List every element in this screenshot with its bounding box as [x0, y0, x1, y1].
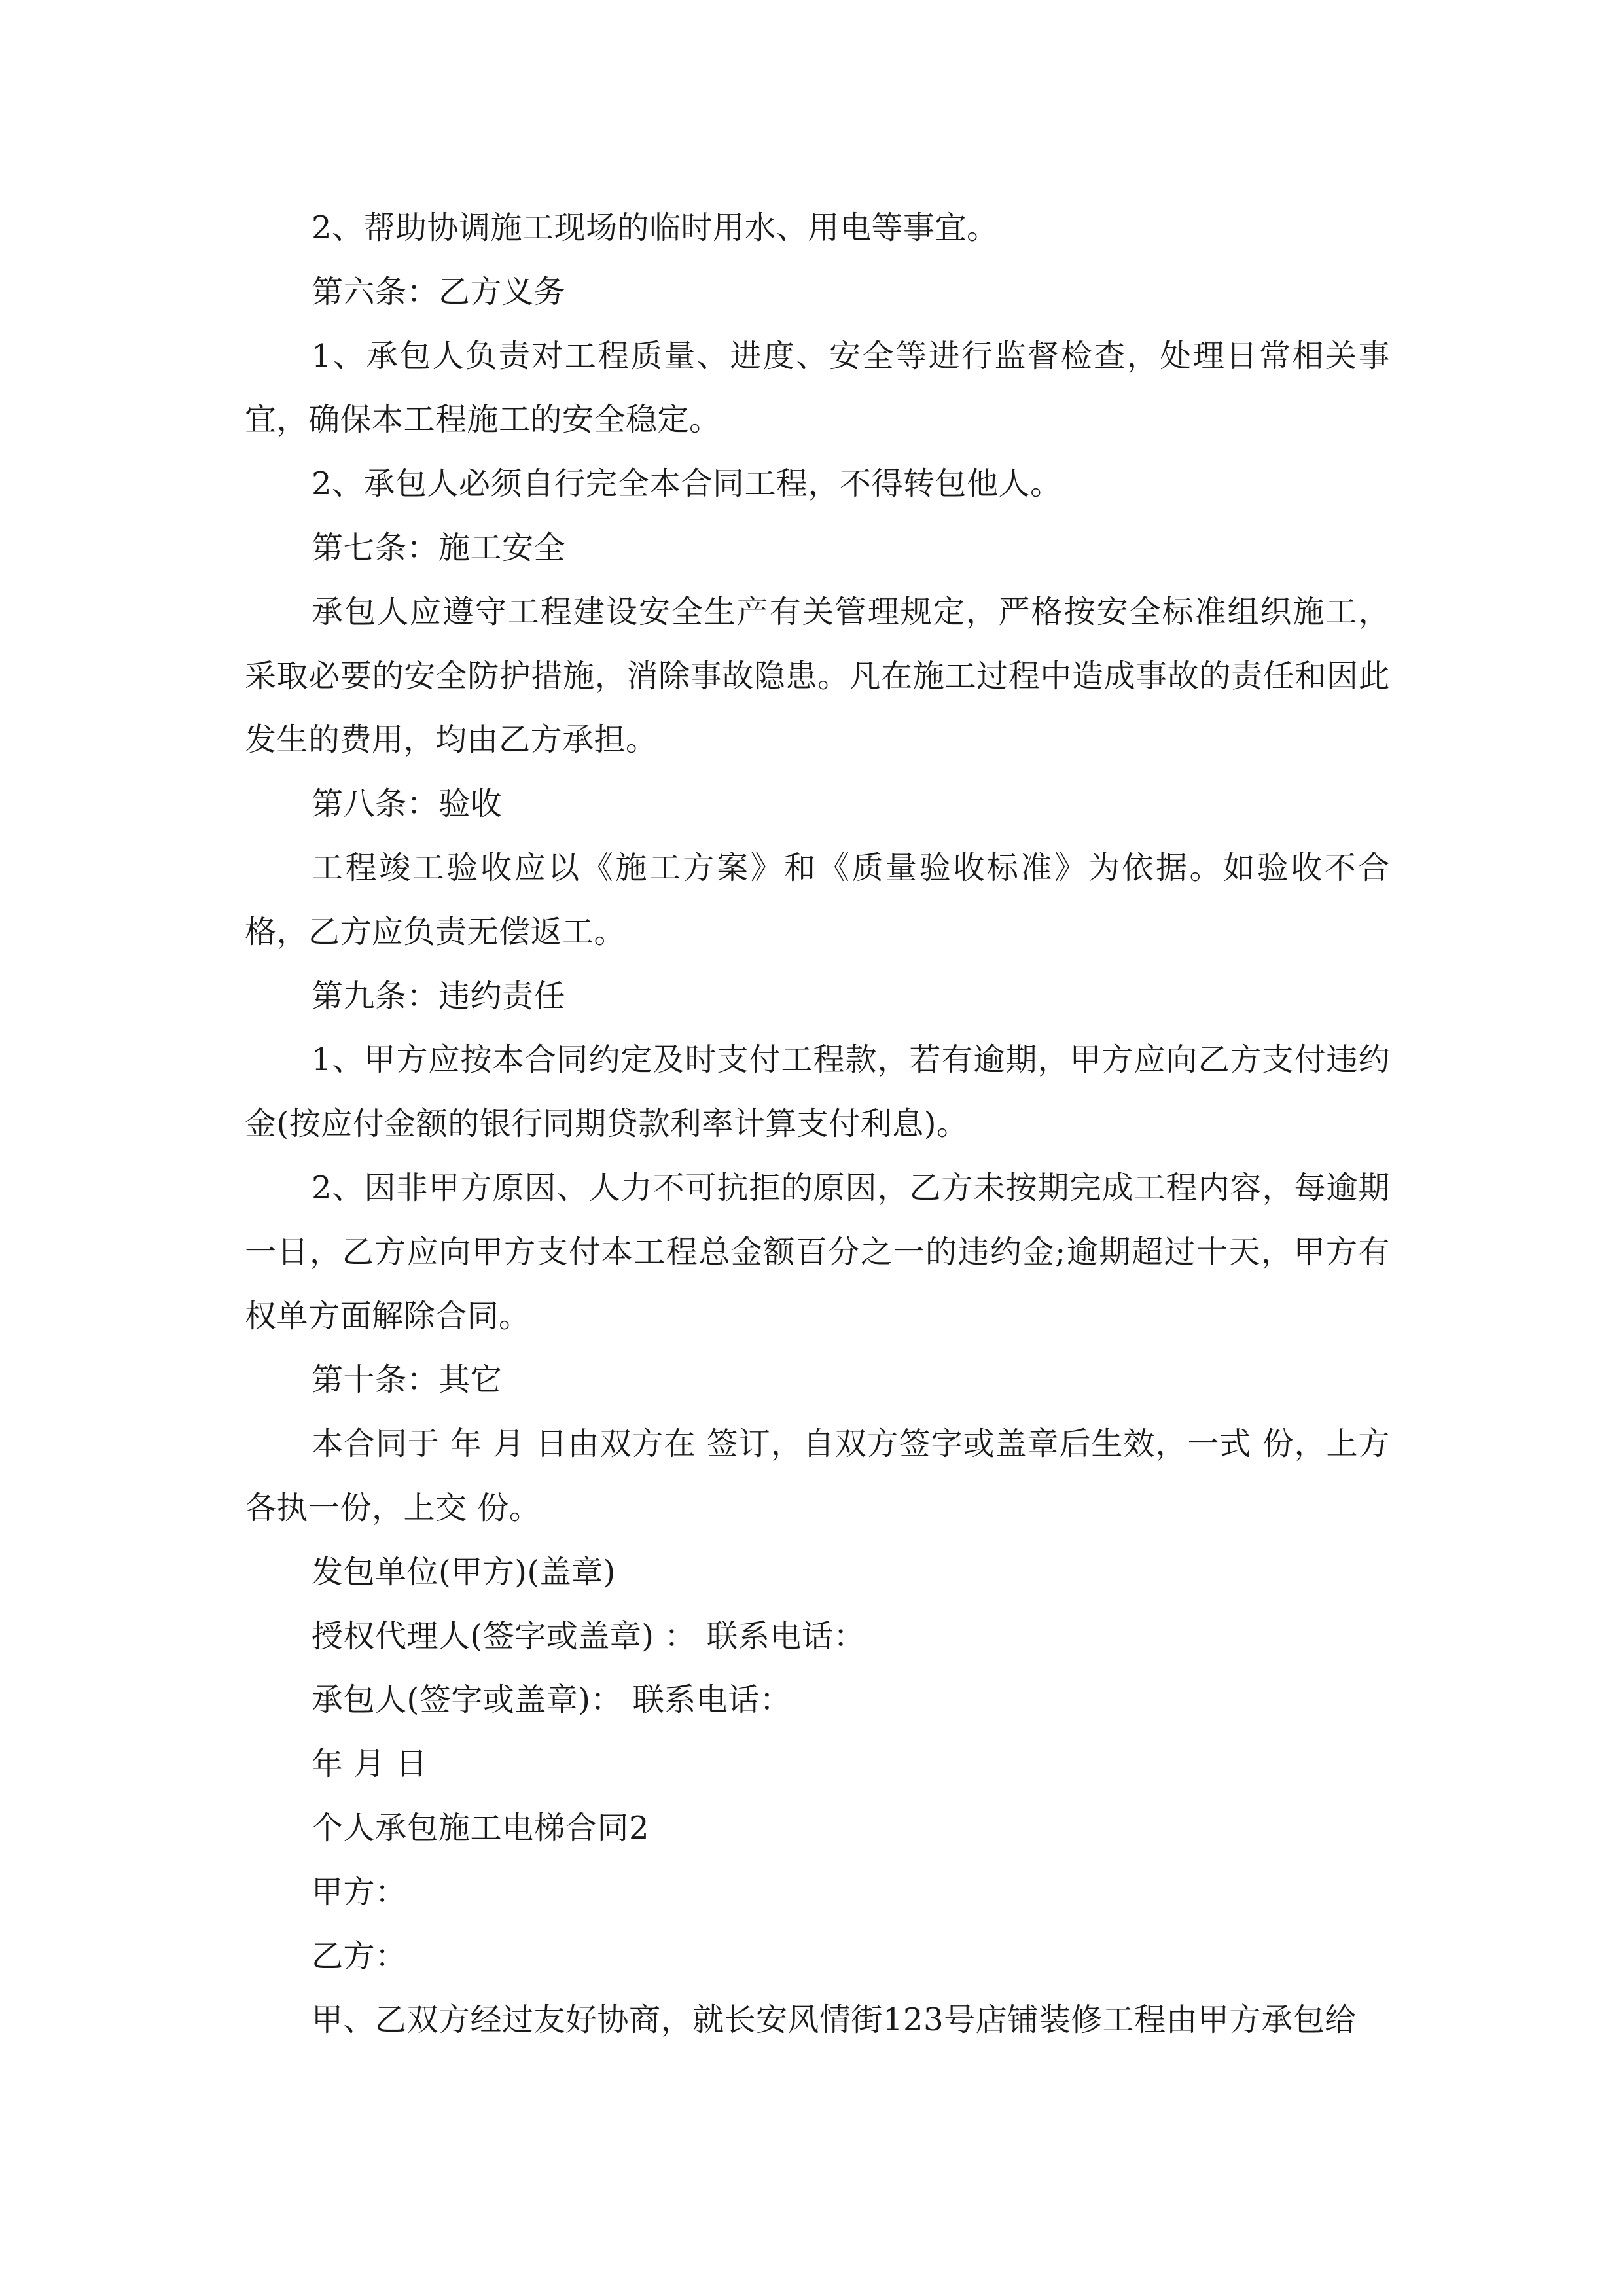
- contract-2-title: 个人承包施工电梯合同2: [312, 1809, 650, 1846]
- clause-acceptance-body: 工程竣工验收应以《施工方案》和《质量验收标准》为依据。如验收不合格，乙方应负责无偿返工。: [245, 849, 1390, 950]
- clause-item-party-a-payment: 1、甲方应按本合同约定及时支付工程款，若有逾期，甲方应向乙方支付违约金(按应付金额的银行同期贷款利率计算支付利息)。: [245, 1041, 1390, 1143]
- clause-item-utilities: 2、帮助协调施工现场的临时用水、用电等事宜。: [312, 209, 999, 246]
- article-9-heading: 第九条：违约责任: [312, 977, 566, 1014]
- article-10-heading: 第十条：其它: [312, 1361, 503, 1399]
- clause-safety-body: 承包人应遵守工程建设安全生产有关管理规定，严格按安全标准组织施工，采取必要的安全防护措施，消除事故隐患。凡在施工过程中造成事故的责任和因此发生的费用，均由乙方承担。: [245, 593, 1390, 759]
- document-body: [245, 196, 1390, 2053]
- signature-employer-line: 发包单位(甲方)(盖章): [312, 1553, 616, 1590]
- party-b-line: 乙方：: [312, 1937, 407, 1975]
- party-a-line: 甲方：: [312, 1873, 407, 1910]
- article-7-heading: 第七条：施工安全: [312, 529, 566, 566]
- article-6-heading: 第六条：乙方义务: [312, 273, 566, 310]
- contract-2-intro: 甲、乙双方经过友好协商，就长安风情街123号店铺装修工程由甲方承包给: [312, 2001, 1357, 2039]
- signature-agent-line: 授权代理人(签字或盖章) ： 联系电话：: [312, 1617, 865, 1655]
- date-line: 年 月 日: [312, 1746, 428, 1783]
- clause-signing-body: 本合同于 年 月 日由双方在 签订，自双方签字或盖章后生效，一式 份，上方各执一份，上交 份。: [245, 1426, 1390, 1526]
- clause-item-no-subcontract: 2、承包人必须自行完全本合同工程，不得转包他人。: [312, 465, 1062, 503]
- article-8-heading: 第八条：验收: [312, 785, 503, 823]
- signature-contractor-line: 承包人(签字或盖章)： 联系电话：: [312, 1681, 792, 1719]
- clause-item-supervision: 1、承包人负责对工程质量、进度、安全等进行监督检查，处理日常相关事宜，确保本工程施工的安全稳定。: [245, 337, 1390, 439]
- clause-item-party-b-delay: 2、因非甲方原因、人力不可抗拒的原因，乙方未按期完成工程内容，每逾期一日，乙方应向甲方支付本工程总金额百分之一的违约金;逾期超过十天，甲方有权单方面解除合同。: [245, 1169, 1390, 1335]
